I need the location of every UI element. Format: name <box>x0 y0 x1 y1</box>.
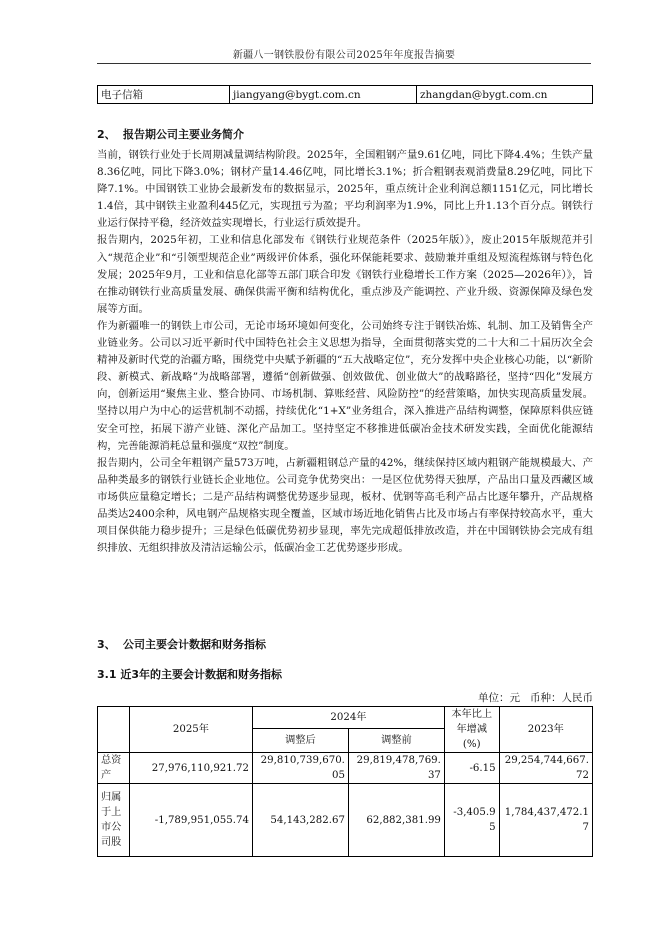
section-number: 2、 <box>97 128 116 141</box>
header-2025: 2025年 <box>129 707 252 753</box>
section-title: 报告期公司主要业务简介 <box>123 128 244 141</box>
email-label: 电子信箱 <box>98 86 230 104</box>
subsection-heading: 3.1 近3年的主要会计数据和财务指标 <box>97 668 282 681</box>
financial-indicators-table <box>97 706 593 857</box>
cell-yoy: -3,405.95 <box>444 784 499 857</box>
email-representative: zhangdan@bygt.com.cn <box>417 86 593 104</box>
section-number: 3、 <box>97 638 116 651</box>
header-blank <box>98 707 130 753</box>
business-overview <box>97 147 593 557</box>
paragraph: 当前，钢铁行业处于长周期减量调结构阶段。2025年，全国粗钢产量9.61亿吨，同比下降4.4%；生铁产量8.36亿吨，同比下降3.0%；钢材产量14.46亿吨，同比增长3.1%；折合粗钢表观消费量8.29亿吨，同比下降7.1%。中国钢铁工业协会最新发布的数据显示，2025年，重点统计企业利润总额1151亿元，同比增长1.4倍，其中钢铁主业盈利445亿元，实现扭亏为盈；平均利润率为1.9%，同比上升1.13个百分点。钢铁行业运行保持平稳，经济效益实现增长，行业运行质效提升。 <box>97 149 593 230</box>
cell-2024-after: 29,810,739,670.05 <box>252 753 348 784</box>
cell-2025: 27,976,110,921.72 <box>129 753 252 784</box>
table-row <box>98 86 593 104</box>
row-label: 归属于上市公司股 <box>98 784 130 857</box>
cell-2023: 1,784,437,472.17 <box>499 784 592 857</box>
cell-2024-after: 54,143,282.67 <box>252 784 348 857</box>
row-label: 总资产 <box>98 753 130 784</box>
header-adjusted-before: 调整前 <box>348 728 444 752</box>
contact-email-table <box>97 85 593 104</box>
unit-label: 单位：元 <box>478 692 520 704</box>
section-heading-3 <box>97 636 266 652</box>
header-yoy: 本年比上年增减(%) <box>444 707 499 753</box>
paragraph: 报告期内，公司全年粗钢产量573万吨，占新疆粗钢总产量的42%，继续保持区域内粗钢产能规模最大、产品种类最多的钢铁行业链长企业地位。公司竞争优势突出：一是区位优势得天独厚，产品出口量及西藏区域市场供应量稳定增长；二是产品结构调整优势逐步显现，板材、优钢等高毛利产品占比逐年攀升，产品规格品类达2400余种，风电钢产品规格实现全覆盖，区域市场近地化销售占比及市场占有率保持较高水平，重大项目保供能力稳步提升；三是绿色低碳优势初步显现，率先完成超低排放改造，并在中国钢铁协会完成有组织排放、无组织排放及清洁运输公示，低碳冶金工艺优势逐步形成。 <box>97 456 593 555</box>
cell-2023: 29,254,744,667.72 <box>499 753 592 784</box>
unit-line <box>97 690 593 705</box>
header-2023: 2023年 <box>499 707 592 753</box>
cell-2024-before: 29,819,478,769.37 <box>348 753 444 784</box>
table-row <box>98 784 593 857</box>
cell-2025: -1,789,951,055.74 <box>129 784 252 857</box>
section-heading-2 <box>97 126 244 142</box>
page-header: 新疆八一钢铁股份有限公司2025年年度报告摘要 <box>232 50 456 61</box>
cell-yoy: -6.15 <box>444 753 499 784</box>
paragraph: 作为新疆唯一的钢铁上市公司，无论市场环境如何变化，公司始终专注于钢铁冶炼、轧制、加工及销售全产业链业务。公司以习近平新时代中国特色社会主义思想为指导，全面贯彻落实党的二十大和二十届历次全会精神及新时代党的治疆方略，围绕党中央赋予新疆的“五大战略定位”，充分发挥中央企业核心功能，以“新阶段、新模式、新战略”为战略部署，遵循“创新做强、创效做优、创业做大”的战略路径，坚持“四化”发展方向，创新运用“聚焦主业、整合协同、市场机制、算账经营、风险防控”的经营策略，加快实现高质量发展。坚持以用户为中心的运营机制不动摇，持续优化“1+X”业务组合，深入推进产品结构调整，保障原料供应链安全可控，拓展下游产业链、深化产品加工。坚持坚定不移推进低碳冶金技术研发实践，全面优化能源结构，完善能源消耗总量和强度“双控”制度。 <box>97 319 593 452</box>
table-row <box>98 753 593 784</box>
header-2024: 2024年 <box>252 707 444 729</box>
header-adjusted-after: 调整后 <box>252 728 348 752</box>
section-title: 公司主要会计数据和财务指标 <box>123 638 266 651</box>
currency-label: 币种：人民币 <box>530 692 593 704</box>
cell-2024-before: 62,882,381.99 <box>348 784 444 857</box>
email-secretary: jiangyang@bygt.com.cn <box>230 86 417 104</box>
paragraph: 报告期内，2025年初，工业和信息化部发布《钢铁行业规范条件（2025年版）》，废止2015年版规范并引入“规范企业”和“引领型规范企业”两级评价体系，强化环保能耗要求、鼓励兼并重组及短流程炼钢与特色化发展；2025年9月，工业和信息化部等五部门联合印发《钢铁行业稳增长工作方案（2025—2026年）》，旨在推动钢铁行业高质量发展、确保供需平衡和结构优化，重点涉及产能调控、产业升级、资源保障及绿色发展等方面。 <box>97 234 593 315</box>
header-divider <box>97 63 591 64</box>
table-header-row <box>98 707 593 729</box>
